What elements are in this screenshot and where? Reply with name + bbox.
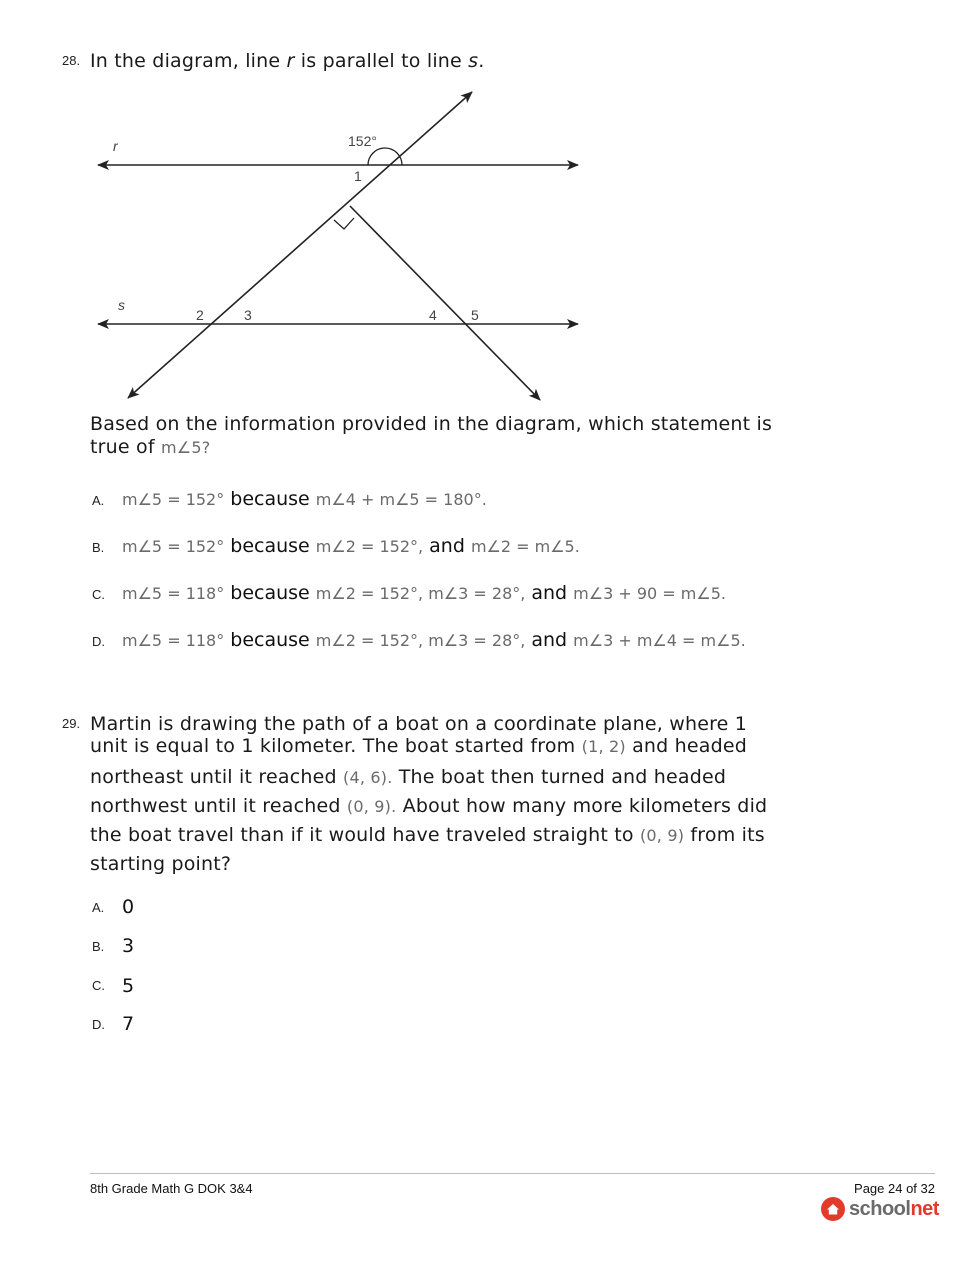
question-28-stem bbox=[90, 47, 485, 76]
stem-text: northeast until it reached bbox=[90, 766, 343, 788]
option-d-29[interactable]: 7 bbox=[122, 1013, 135, 1035]
option-math: m∠5 = 152° bbox=[122, 537, 225, 556]
option-text: because bbox=[224, 535, 316, 557]
option-text: and bbox=[423, 535, 471, 557]
option-a-28[interactable] bbox=[122, 488, 487, 510]
stem-text: from its bbox=[684, 824, 765, 846]
option-text: because bbox=[224, 582, 316, 604]
option-math: m∠3 + 90 = m∠5. bbox=[573, 584, 726, 603]
stem-text: In the diagram, line bbox=[90, 50, 287, 72]
point-end: (0, 9) bbox=[639, 826, 685, 845]
option-b-29[interactable]: 3 bbox=[122, 935, 135, 957]
option-text: and bbox=[525, 582, 574, 604]
question-29-stem bbox=[90, 713, 747, 758]
line-r-label: r bbox=[113, 138, 118, 154]
logo-text: net bbox=[910, 1197, 939, 1220]
option-math: m∠2 = 152°, m∠3 = 28°, bbox=[315, 584, 526, 603]
footer-divider bbox=[90, 1173, 935, 1174]
option-math: m∠5 = 152° bbox=[122, 490, 225, 509]
point-end: (0, 9). bbox=[346, 797, 397, 816]
prompt-line: true of bbox=[90, 436, 161, 458]
option-letter: B. bbox=[92, 540, 105, 555]
option-math: m∠2 = 152°, m∠3 = 28°, bbox=[315, 631, 526, 650]
option-math: m∠2 = 152°, bbox=[315, 537, 424, 556]
question-29-stem-cont bbox=[90, 763, 767, 879]
option-math: m∠2 = m∠5. bbox=[470, 537, 580, 556]
option-math: m∠4 + m∠5 = 180°. bbox=[315, 490, 487, 509]
option-math: m∠5 = 118° bbox=[122, 631, 225, 650]
page-indicator: Page 24 of 32 bbox=[854, 1181, 935, 1196]
stem-line: starting point? bbox=[90, 853, 232, 875]
prompt-line: Based on the information provided in the diagram, which statement is bbox=[90, 413, 773, 435]
stem-text: . bbox=[478, 50, 485, 72]
angle-5-label: 5 bbox=[471, 307, 479, 323]
option-letter: C. bbox=[92, 978, 105, 993]
question-number-28: 28. bbox=[62, 53, 81, 68]
parallel-lines-diagram bbox=[88, 82, 588, 412]
stem-text: the boat travel than if it would have traveled straight to bbox=[90, 824, 640, 846]
option-text: because bbox=[224, 629, 316, 651]
home-icon bbox=[821, 1197, 845, 1221]
right-angle-mark bbox=[334, 218, 354, 229]
angle-2-label: 2 bbox=[196, 307, 204, 323]
angle-arc bbox=[368, 148, 402, 165]
stem-text: is parallel to line bbox=[294, 50, 469, 72]
line-s-label: s bbox=[118, 297, 125, 313]
stem-text: and headed bbox=[625, 735, 748, 757]
logo-wordmark bbox=[849, 1198, 939, 1221]
logo-text: school bbox=[849, 1197, 911, 1220]
stem-line: Martin is drawing the path of a boat on a coordinate plane, where 1 bbox=[90, 713, 748, 735]
line-s-ref: s bbox=[468, 50, 479, 72]
angle-4-label: 4 bbox=[429, 307, 437, 323]
stem-text: The boat then turned and headed bbox=[392, 766, 727, 788]
stem-text: About how many more kilometers did bbox=[396, 795, 768, 817]
option-letter: B. bbox=[92, 939, 105, 954]
option-letter: D. bbox=[92, 1017, 105, 1032]
prompt-math: m∠5? bbox=[161, 438, 211, 457]
angle-1-label: 1 bbox=[354, 168, 362, 184]
stem-text: northwest until it reached bbox=[90, 795, 347, 817]
option-c-29[interactable]: 5 bbox=[122, 975, 135, 997]
option-letter: C. bbox=[92, 587, 105, 602]
transversal-1 bbox=[128, 92, 472, 398]
line-r-ref: r bbox=[286, 50, 295, 72]
option-text: and bbox=[525, 629, 574, 651]
option-a-29[interactable]: 0 bbox=[122, 896, 135, 918]
option-b-28[interactable] bbox=[122, 535, 580, 557]
angle-3-label: 3 bbox=[244, 307, 252, 323]
option-math: m∠3 + m∠4 = m∠5. bbox=[573, 631, 746, 650]
transversal-2 bbox=[350, 206, 540, 400]
footer-title: 8th Grade Math G DOK 3&4 bbox=[90, 1181, 253, 1196]
option-text: because bbox=[224, 488, 316, 510]
option-d-28[interactable] bbox=[122, 629, 746, 651]
question-28-prompt bbox=[90, 413, 772, 459]
option-letter: D. bbox=[92, 634, 105, 649]
question-number-29: 29. bbox=[62, 716, 81, 731]
option-c-28[interactable] bbox=[122, 582, 726, 604]
stem-text: unit is equal to 1 kilometer. The boat started from bbox=[90, 735, 582, 757]
angle-152-label: 152° bbox=[348, 133, 377, 149]
point-start: (1, 2) bbox=[581, 737, 626, 756]
point-mid: (4, 6). bbox=[343, 768, 393, 787]
schoolnet-logo bbox=[821, 1195, 939, 1223]
option-letter: A. bbox=[92, 900, 105, 915]
option-letter: A. bbox=[92, 493, 105, 508]
option-math: m∠5 = 118° bbox=[122, 584, 225, 603]
